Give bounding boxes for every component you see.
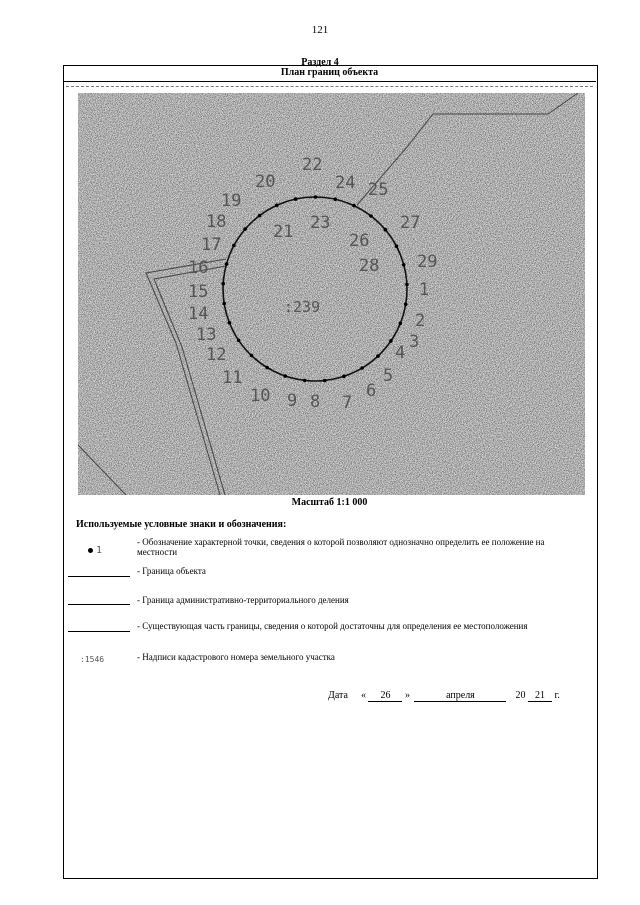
vertex-dot (225, 262, 229, 266)
vertex-dot (360, 366, 364, 370)
legend-cadastral-sample: :1546 (80, 655, 105, 664)
dotted-divider (66, 86, 593, 87)
date-row (328, 690, 560, 702)
vertex-dot (399, 322, 403, 326)
date-label: Дата (328, 690, 348, 701)
legend-item-point: - Обозначение характерной точки, сведения о которой позволяют однозначно определить ее положение на местности (137, 537, 545, 557)
vertex-label: 28 (359, 256, 380, 276)
vertex-label: 19 (221, 191, 242, 211)
parcel-number-label: :239 (284, 298, 321, 316)
vertex-dot (352, 204, 356, 208)
vertex-label: 27 (400, 213, 421, 233)
legend-item-cadastral: - Надписи кадастрового номера земельного участка (137, 652, 335, 662)
vertex-label: 21 (273, 222, 294, 242)
vertex-label: 26 (349, 231, 370, 251)
vertex-label: 16 (188, 258, 209, 278)
map-scale: Масштаб 1:1 000 (291, 497, 368, 508)
legend-item-object-boundary: - Граница объекта (137, 566, 206, 576)
vertex-label: 15 (188, 282, 209, 302)
vertex-label: 14 (188, 304, 209, 324)
vertex-dot (405, 283, 409, 287)
vertex-label: 25 (368, 180, 389, 200)
vertex-dot (258, 214, 262, 218)
vertex-label: 18 (206, 212, 227, 232)
vertex-dot (333, 197, 337, 201)
vertex-dot (404, 303, 408, 307)
date-month: апреля (414, 690, 506, 702)
section-heading: Раздел 4 (301, 57, 339, 68)
vertex-dot (342, 375, 346, 379)
vertex-label: 20 (255, 172, 276, 192)
vertex-dot (402, 263, 406, 267)
vertex-label: 5 (383, 366, 394, 386)
vertex-label: 29 (417, 252, 438, 272)
vertex-label: 22 (302, 155, 323, 175)
vertex-label: 17 (201, 235, 222, 255)
legend-item-admin-boundary: - Граница административно-территориального деления (137, 595, 349, 605)
date-close-quote: » (404, 690, 410, 701)
vertex-dot (221, 282, 225, 286)
vertex-label: 12 (206, 345, 227, 365)
legend-title: Используемые условные знаки и обозначения: (76, 519, 287, 530)
page-number: 121 (311, 24, 329, 36)
vertex-label: 24 (335, 173, 356, 193)
vertex-dot (389, 339, 393, 343)
vertex-label: 9 (287, 391, 298, 411)
vertex-label: 7 (342, 393, 353, 413)
vertex-dot (265, 366, 269, 370)
point-dot-icon (88, 548, 93, 553)
vertex-label: 6 (366, 381, 377, 401)
legend-line-existing (68, 631, 130, 632)
boundary-map (78, 93, 585, 495)
legend-point-number: 1 (96, 545, 103, 556)
vertex-dot (294, 197, 298, 201)
vertex-dot (323, 379, 327, 383)
date-century: 20 (515, 690, 526, 701)
date-day: 26 (368, 690, 402, 702)
vertex-dot (228, 321, 232, 325)
vertex-dot (303, 379, 307, 383)
vertex-label: 13 (196, 325, 217, 345)
vertex-dot (275, 204, 279, 208)
vertex-dot (243, 227, 247, 231)
vertex-dot (222, 302, 226, 306)
vertex-dot (395, 244, 399, 248)
vertex-dot (314, 195, 318, 199)
vertex-label: 8 (310, 392, 321, 412)
legend-line-object (68, 576, 130, 577)
date-suffix: г. (554, 690, 560, 701)
vertex-dot (284, 374, 288, 378)
legend-line-admin (68, 604, 130, 605)
vertex-label: 1 (419, 280, 430, 300)
vertex-label: 2 (415, 311, 426, 331)
vertex-dot (369, 214, 373, 218)
vertex-dot (237, 339, 241, 343)
vertex-label: 23 (310, 213, 331, 233)
vertex-label: 10 (250, 386, 271, 406)
map-texture (78, 93, 585, 495)
vertex-label: 4 (395, 343, 406, 363)
vertex-dot (384, 228, 388, 232)
legend-item-existing-part: - Существующая часть границы, сведения о которой достаточны для определения ее местоположения (137, 621, 528, 631)
vertex-dot (376, 354, 380, 358)
plan-title: План границ объекта (63, 65, 596, 82)
vertex-label: 3 (409, 332, 420, 352)
date-year: 21 (528, 690, 552, 702)
vertex-dot (250, 354, 254, 358)
vertex-dot (232, 244, 236, 248)
vertex-label: 11 (222, 368, 243, 388)
date-open-quote: « (360, 690, 366, 701)
legend-point-symbol (88, 545, 102, 556)
